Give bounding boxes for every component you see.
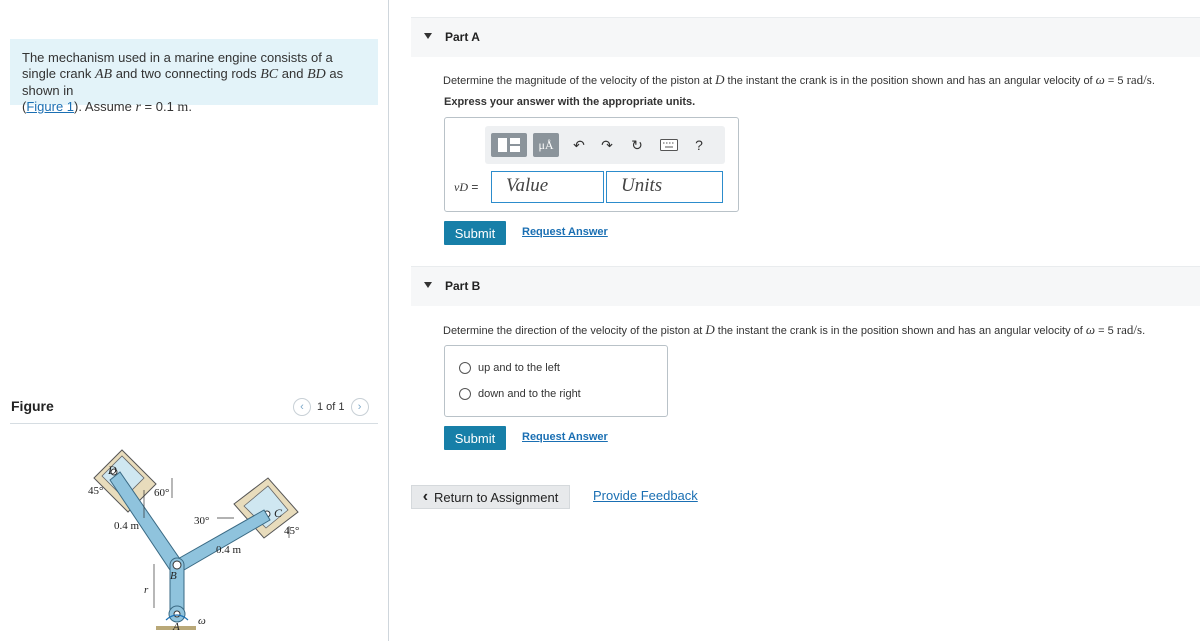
angle-label: 30° (194, 515, 210, 527)
part-a-question (443, 72, 1155, 88)
problem-text: as shown in (22, 66, 344, 98)
provide-feedback-link[interactable]: Provide Feedback (593, 488, 698, 503)
help-button[interactable]: ? (695, 137, 703, 153)
choice-down-right[interactable] (459, 388, 581, 400)
angle-label: 45° (284, 525, 300, 537)
unit-rad-s: rad/s (1116, 322, 1143, 337)
reset-icon[interactable]: ↻ (631, 136, 643, 153)
units-symbols-button[interactable]: μÅ (533, 133, 559, 157)
rod-bc (176, 510, 270, 570)
radio-button[interactable] (459, 362, 471, 374)
question-text: . (1151, 75, 1155, 87)
var-bc: BC (260, 67, 279, 82)
radio-button[interactable] (459, 388, 471, 400)
pager-text: 1 of 1 (317, 401, 345, 413)
var-bd: BD (307, 67, 326, 82)
unit-m: m (177, 100, 189, 115)
caret-down-icon (424, 33, 432, 39)
figure-link[interactable]: Figure 1 (26, 99, 75, 114)
problem-text: = 0.1 (140, 99, 178, 114)
value-input[interactable]: Value (491, 171, 604, 203)
part-b-header[interactable] (411, 266, 1200, 306)
length-label: 0.4 m (216, 544, 242, 556)
express-instruction: Express your answer with the appropriate units. (444, 96, 696, 108)
angle-label: 60° (154, 487, 170, 499)
equals-sign: = (468, 180, 479, 194)
problem-statement: The mechanism used in a marine engine consists of a single crank AB and two connecting rods BC and BD as shown in (Figure 1). Assume r = 0.1 m. (10, 39, 378, 105)
caret-down-icon (424, 282, 432, 288)
problem-text: The mechanism used in a marine engine consists of a single crank (22, 50, 333, 81)
var-vd: vD (454, 180, 468, 194)
label-r: r (144, 584, 149, 596)
unit-rad-s: rad/s (1126, 72, 1152, 87)
redo-icon[interactable]: ↷ (601, 136, 613, 153)
chevron-left-icon: ‹ (422, 488, 429, 505)
chevron-left-icon[interactable]: ‹ (293, 398, 311, 416)
var-omega: ω (1095, 72, 1105, 87)
part-a-header[interactable] (411, 17, 1200, 57)
answer-box (444, 117, 739, 212)
part-b-title: Part B (445, 279, 481, 293)
undo-icon[interactable]: ↶ (573, 136, 585, 153)
part-a-submit-button[interactable]: Submit (444, 221, 506, 245)
direction-choices (444, 345, 668, 417)
label-a: A (173, 621, 180, 633)
var-r: r (135, 100, 141, 115)
return-label: Return to Assignment (434, 489, 559, 505)
label-b: B (170, 570, 177, 582)
var-ab: AB (94, 67, 113, 82)
divider (10, 423, 378, 424)
question-text: the instant the crank is in the position shown and has an angular velocity of (714, 325, 1086, 337)
question-text: . (1142, 325, 1146, 337)
part-a-title: Part A (445, 30, 480, 44)
units-input[interactable]: Units (606, 171, 723, 203)
mechanism-figure (84, 438, 324, 638)
return-to-assignment-button[interactable] (411, 485, 570, 509)
question-text: = 5 (1095, 325, 1117, 337)
part-a-request-answer-link[interactable]: Request Answer (522, 226, 608, 238)
problem-panel (0, 0, 389, 641)
figure-pager (293, 398, 369, 416)
problem-text: . Assume (78, 99, 136, 114)
math-toolbar (485, 126, 725, 164)
choice-label: up and to the left (478, 362, 560, 374)
question-text: = 5 (1104, 75, 1127, 87)
var-d: D (705, 322, 715, 337)
problem-text: and (278, 66, 308, 81)
problem-text: and two connecting rods (112, 66, 261, 81)
label-c: C (274, 506, 283, 520)
angle-label: 45° (88, 485, 104, 497)
field-label (454, 180, 478, 195)
label-d: D (108, 463, 117, 477)
choice-up-left[interactable] (459, 362, 560, 374)
label-omega: ω (198, 615, 206, 627)
question-text: the instant the crank is in the position shown and has an angular velocity of (724, 75, 1096, 87)
fraction-templates-icon[interactable] (491, 133, 527, 157)
figure-heading: Figure (11, 398, 54, 414)
problem-text: . (188, 99, 192, 114)
var-d: D (715, 72, 725, 87)
question-text: Determine the magnitude of the velocity of the piston at (443, 75, 716, 87)
chevron-right-icon[interactable]: › (351, 398, 369, 416)
length-label: 0.4 m (114, 520, 140, 532)
choice-label: down and to the right (478, 388, 581, 400)
part-b-question (443, 322, 1145, 338)
keyboard-icon[interactable] (657, 133, 681, 157)
part-b-submit-button[interactable]: Submit (444, 426, 506, 450)
var-omega: ω (1085, 322, 1096, 337)
part-b-request-answer-link[interactable]: Request Answer (522, 431, 608, 443)
question-text: Determine the direction of the velocity of the piston at (443, 325, 706, 337)
